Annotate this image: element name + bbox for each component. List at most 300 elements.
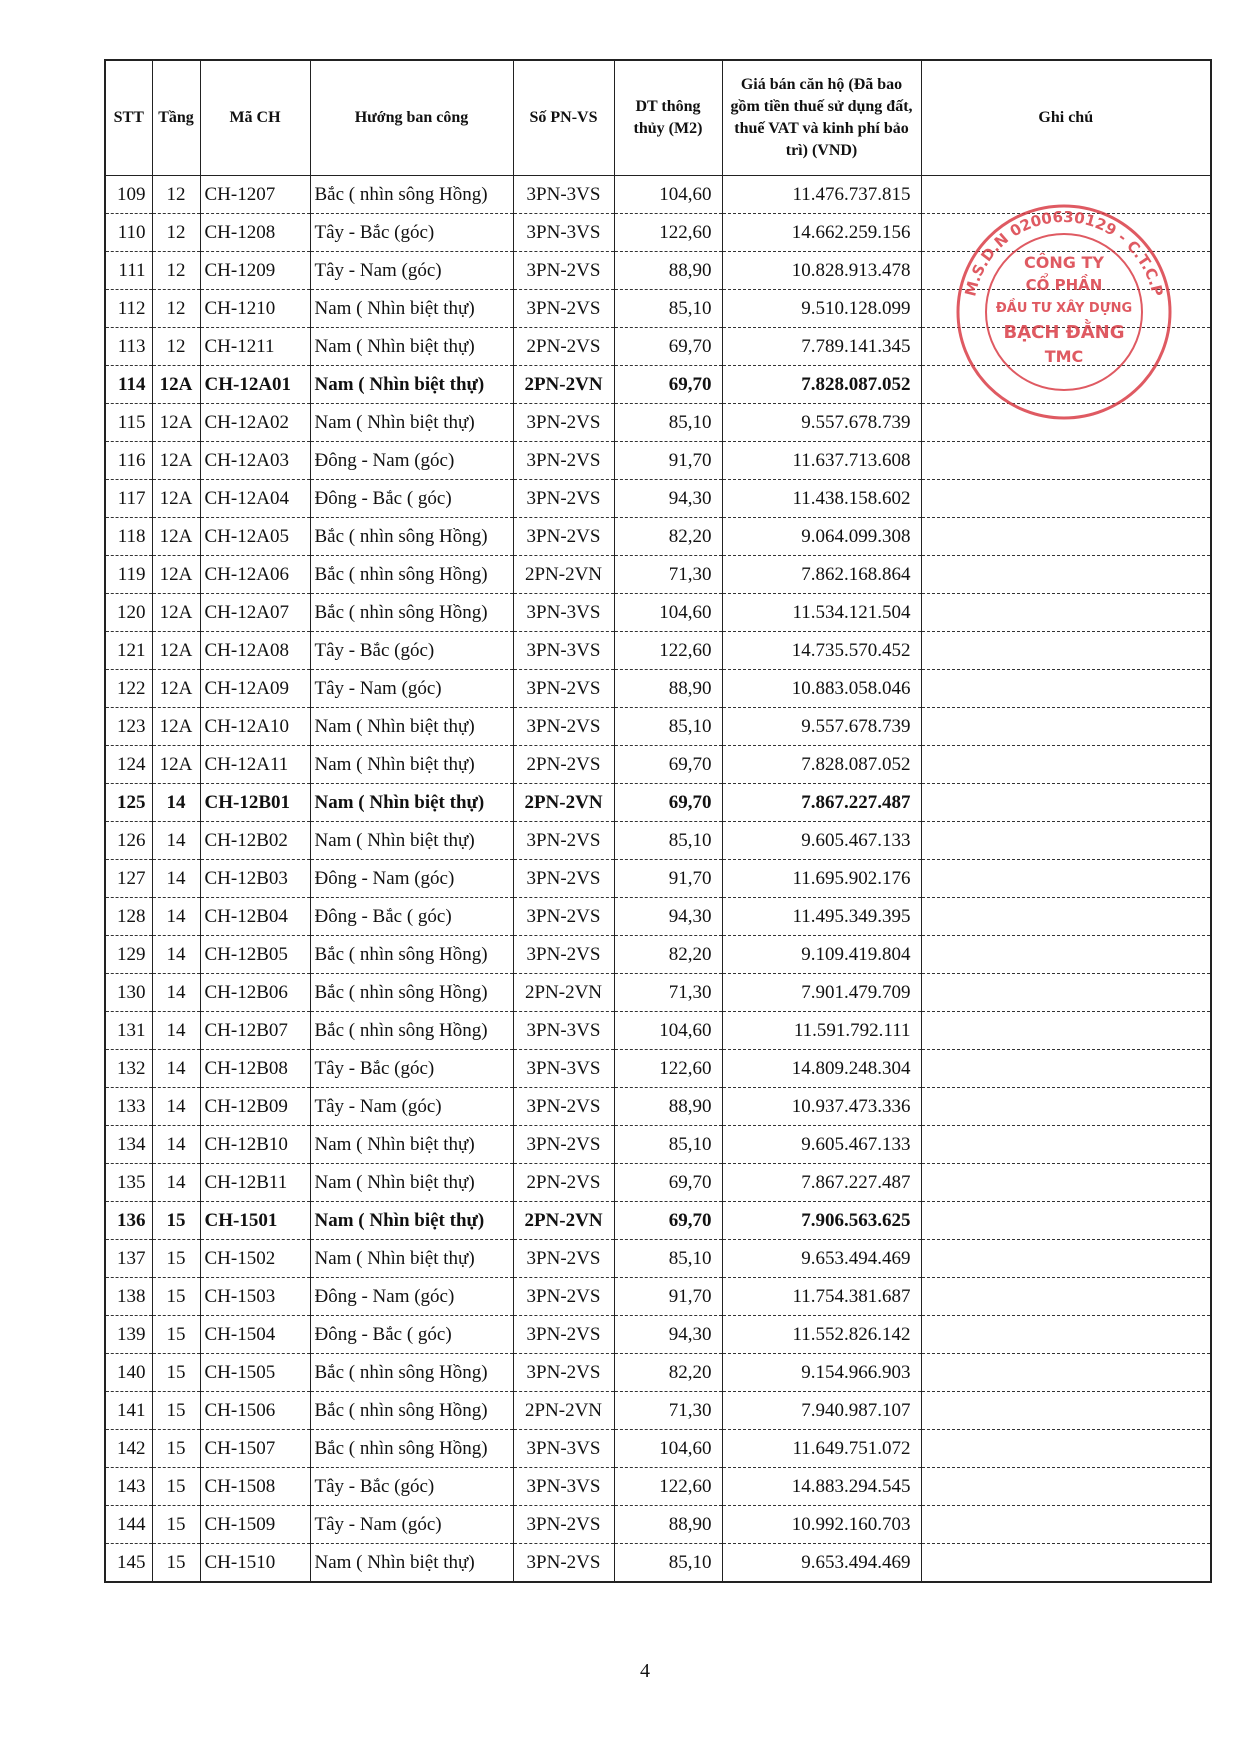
row-dt: 104,60 bbox=[614, 176, 722, 214]
header-so-pn: Số PN-VS bbox=[513, 60, 614, 176]
row-stt: 109 bbox=[105, 176, 152, 214]
row-huong: Bắc ( nhìn sông Hồng) bbox=[310, 974, 513, 1012]
table-row bbox=[105, 974, 1211, 1012]
row-dt: 71,30 bbox=[614, 1392, 722, 1430]
row-stt: 133 bbox=[105, 1088, 152, 1126]
svg-text:BẠCH ĐẰNG: BẠCH ĐẰNG bbox=[1003, 322, 1125, 343]
table-row bbox=[105, 518, 1211, 556]
apartment-price-table bbox=[104, 59, 1212, 1583]
row-dt: 104,60 bbox=[614, 1012, 722, 1050]
row-ma-ch: CH-1510 bbox=[200, 1544, 310, 1583]
table-row bbox=[105, 1316, 1211, 1354]
row-stt: 121 bbox=[105, 632, 152, 670]
row-gia: 10.828.913.478 bbox=[722, 252, 921, 290]
row-ma-ch: CH-1210 bbox=[200, 290, 310, 328]
table-row bbox=[105, 480, 1211, 518]
row-stt: 120 bbox=[105, 594, 152, 632]
row-tang: 12 bbox=[152, 328, 200, 366]
table-row bbox=[105, 936, 1211, 974]
row-tang: 12A bbox=[152, 518, 200, 556]
header-dt: DT thông thủy (M2) bbox=[614, 60, 722, 176]
row-dt: 85,10 bbox=[614, 404, 722, 442]
row-ma-ch: CH-12A08 bbox=[200, 632, 310, 670]
row-ma-ch: CH-1508 bbox=[200, 1468, 310, 1506]
table-row bbox=[105, 1012, 1211, 1050]
row-tang: 12 bbox=[152, 290, 200, 328]
row-ma-ch: CH-1501 bbox=[200, 1202, 310, 1240]
row-dt: 91,70 bbox=[614, 442, 722, 480]
row-gia: 9.064.099.308 bbox=[722, 518, 921, 556]
row-ghi-chu bbox=[921, 518, 1211, 556]
row-ghi-chu bbox=[921, 1506, 1211, 1544]
row-so-pn: 2PN-2VN bbox=[513, 974, 614, 1012]
table-row bbox=[105, 784, 1211, 822]
header-ghi-chu: Ghi chú bbox=[921, 60, 1211, 176]
table-row bbox=[105, 556, 1211, 594]
row-huong: Nam ( Nhìn biệt thự) bbox=[310, 1544, 513, 1583]
row-tang: 15 bbox=[152, 1240, 200, 1278]
row-dt: 82,20 bbox=[614, 518, 722, 556]
row-huong: Bắc ( nhìn sông Hồng) bbox=[310, 556, 513, 594]
row-gia: 9.510.128.099 bbox=[722, 290, 921, 328]
row-dt: 85,10 bbox=[614, 1544, 722, 1583]
row-ma-ch: CH-12A06 bbox=[200, 556, 310, 594]
table-row bbox=[105, 898, 1211, 936]
row-tang: 15 bbox=[152, 1468, 200, 1506]
row-tang: 12 bbox=[152, 176, 200, 214]
row-stt: 123 bbox=[105, 708, 152, 746]
row-stt: 143 bbox=[105, 1468, 152, 1506]
row-ghi-chu bbox=[921, 670, 1211, 708]
row-tang: 12A bbox=[152, 708, 200, 746]
row-stt: 119 bbox=[105, 556, 152, 594]
row-so-pn: 2PN-2VS bbox=[513, 328, 614, 366]
svg-text:ĐẦU TƯ XÂY DỰNG: ĐẦU TƯ XÂY DỰNG bbox=[995, 301, 1133, 316]
row-gia: 9.154.966.903 bbox=[722, 1354, 921, 1392]
row-dt: 88,90 bbox=[614, 252, 722, 290]
row-tang: 15 bbox=[152, 1316, 200, 1354]
row-gia: 9.653.494.469 bbox=[722, 1544, 921, 1583]
row-so-pn: 3PN-3VS bbox=[513, 1468, 614, 1506]
row-so-pn: 3PN-2VS bbox=[513, 252, 614, 290]
row-so-pn: 2PN-2VN bbox=[513, 366, 614, 404]
row-gia: 7.867.227.487 bbox=[722, 1164, 921, 1202]
page-number: 4 bbox=[640, 1660, 650, 1682]
row-so-pn: 3PN-2VS bbox=[513, 442, 614, 480]
row-ma-ch: CH-1208 bbox=[200, 214, 310, 252]
row-huong: Tây - Nam (góc) bbox=[310, 670, 513, 708]
row-gia: 14.735.570.452 bbox=[722, 632, 921, 670]
table-row bbox=[105, 290, 1211, 328]
row-so-pn: 2PN-2VS bbox=[513, 746, 614, 784]
row-huong: Nam ( Nhìn biệt thự) bbox=[310, 404, 513, 442]
row-stt: 129 bbox=[105, 936, 152, 974]
row-ma-ch: CH-12A10 bbox=[200, 708, 310, 746]
header-ma-ch: Mã CH bbox=[200, 60, 310, 176]
row-dt: 88,90 bbox=[614, 1088, 722, 1126]
table-row bbox=[105, 1354, 1211, 1392]
row-tang: 12A bbox=[152, 594, 200, 632]
row-ma-ch: CH-1209 bbox=[200, 252, 310, 290]
row-so-pn: 3PN-3VS bbox=[513, 176, 614, 214]
row-stt: 136 bbox=[105, 1202, 152, 1240]
row-gia: 7.867.227.487 bbox=[722, 784, 921, 822]
row-huong: Bắc ( nhìn sông Hồng) bbox=[310, 594, 513, 632]
row-ghi-chu bbox=[921, 594, 1211, 632]
row-so-pn: 3PN-3VS bbox=[513, 1012, 614, 1050]
row-ma-ch: CH-12A05 bbox=[200, 518, 310, 556]
row-huong: Bắc ( nhìn sông Hồng) bbox=[310, 176, 513, 214]
row-so-pn: 3PN-2VS bbox=[513, 898, 614, 936]
table-row bbox=[105, 1164, 1211, 1202]
row-gia: 11.552.826.142 bbox=[722, 1316, 921, 1354]
row-ghi-chu bbox=[921, 366, 1211, 404]
row-so-pn: 2PN-2VS bbox=[513, 1164, 614, 1202]
row-tang: 15 bbox=[152, 1392, 200, 1430]
row-gia: 7.828.087.052 bbox=[722, 366, 921, 404]
row-huong: Nam ( Nhìn biệt thự) bbox=[310, 366, 513, 404]
row-ma-ch: CH-1503 bbox=[200, 1278, 310, 1316]
header-gia: Giá bán căn hộ (Đã bao gồm tiền thuế sử dụng đất, thuế VAT và kinh phí bảo trì) (VND) bbox=[722, 60, 921, 176]
row-ghi-chu bbox=[921, 632, 1211, 670]
row-ghi-chu bbox=[921, 176, 1211, 214]
row-ghi-chu bbox=[921, 480, 1211, 518]
row-stt: 130 bbox=[105, 974, 152, 1012]
row-ghi-chu bbox=[921, 974, 1211, 1012]
row-dt: 71,30 bbox=[614, 974, 722, 1012]
table-row bbox=[105, 1506, 1211, 1544]
row-so-pn: 3PN-2VS bbox=[513, 708, 614, 746]
row-tang: 15 bbox=[152, 1202, 200, 1240]
row-tang: 15 bbox=[152, 1506, 200, 1544]
row-stt: 118 bbox=[105, 518, 152, 556]
row-dt: 94,30 bbox=[614, 898, 722, 936]
row-so-pn: 3PN-2VS bbox=[513, 1126, 614, 1164]
row-tang: 14 bbox=[152, 1012, 200, 1050]
row-ma-ch: CH-12B02 bbox=[200, 822, 310, 860]
row-so-pn: 3PN-3VS bbox=[513, 1430, 614, 1468]
row-dt: 91,70 bbox=[614, 1278, 722, 1316]
row-huong: Nam ( Nhìn biệt thự) bbox=[310, 746, 513, 784]
row-huong: Nam ( Nhìn biệt thự) bbox=[310, 708, 513, 746]
row-dt: 88,90 bbox=[614, 670, 722, 708]
row-huong: Đông - Nam (góc) bbox=[310, 442, 513, 480]
table-row bbox=[105, 1544, 1211, 1583]
row-ma-ch: CH-1207 bbox=[200, 176, 310, 214]
row-tang: 12A bbox=[152, 632, 200, 670]
row-stt: 131 bbox=[105, 1012, 152, 1050]
row-gia: 10.937.473.336 bbox=[722, 1088, 921, 1126]
row-ghi-chu bbox=[921, 1088, 1211, 1126]
table-row bbox=[105, 708, 1211, 746]
row-dt: 88,90 bbox=[614, 1506, 722, 1544]
table-row bbox=[105, 1392, 1211, 1430]
row-tang: 15 bbox=[152, 1354, 200, 1392]
row-gia: 7.789.141.345 bbox=[722, 328, 921, 366]
row-huong: Tây - Bắc (góc) bbox=[310, 1468, 513, 1506]
row-huong: Bắc ( nhìn sông Hồng) bbox=[310, 936, 513, 974]
row-ghi-chu bbox=[921, 746, 1211, 784]
svg-text:M.S.D.N 0200630129 - C.T.C.P: M.S.D.N 0200630129 - C.T.C.P bbox=[961, 207, 1167, 299]
header-huong: Hướng ban công bbox=[310, 60, 513, 176]
row-tang: 12 bbox=[152, 252, 200, 290]
row-huong: Bắc ( nhìn sông Hồng) bbox=[310, 518, 513, 556]
row-huong: Nam ( Nhìn biệt thự) bbox=[310, 1126, 513, 1164]
table-row bbox=[105, 860, 1211, 898]
row-huong: Tây - Bắc (góc) bbox=[310, 1050, 513, 1088]
row-ghi-chu bbox=[921, 1012, 1211, 1050]
row-dt: 122,60 bbox=[614, 632, 722, 670]
row-stt: 110 bbox=[105, 214, 152, 252]
row-tang: 12A bbox=[152, 556, 200, 594]
row-gia: 7.940.987.107 bbox=[722, 1392, 921, 1430]
row-ma-ch: CH-1506 bbox=[200, 1392, 310, 1430]
row-huong: Đông - Nam (góc) bbox=[310, 1278, 513, 1316]
row-ghi-chu bbox=[921, 556, 1211, 594]
row-dt: 85,10 bbox=[614, 1126, 722, 1164]
row-gia: 14.662.259.156 bbox=[722, 214, 921, 252]
row-tang: 14 bbox=[152, 1126, 200, 1164]
row-huong: Tây - Nam (góc) bbox=[310, 1088, 513, 1126]
row-huong: Bắc ( nhìn sông Hồng) bbox=[310, 1354, 513, 1392]
table-row bbox=[105, 1430, 1211, 1468]
row-ma-ch: CH-1509 bbox=[200, 1506, 310, 1544]
row-gia: 11.695.902.176 bbox=[722, 860, 921, 898]
row-ghi-chu bbox=[921, 1278, 1211, 1316]
row-huong: Nam ( Nhìn biệt thự) bbox=[310, 822, 513, 860]
row-ghi-chu bbox=[921, 214, 1211, 252]
row-tang: 14 bbox=[152, 898, 200, 936]
row-huong: Đông - Bắc ( góc) bbox=[310, 480, 513, 518]
table-row bbox=[105, 1278, 1211, 1316]
row-ma-ch: CH-12B05 bbox=[200, 936, 310, 974]
header-stt: STT bbox=[105, 60, 152, 176]
row-dt: 122,60 bbox=[614, 1468, 722, 1506]
row-stt: 127 bbox=[105, 860, 152, 898]
row-ma-ch: CH-12B08 bbox=[200, 1050, 310, 1088]
table-row bbox=[105, 1468, 1211, 1506]
table-row bbox=[105, 1050, 1211, 1088]
row-gia: 9.557.678.739 bbox=[722, 404, 921, 442]
row-dt: 85,10 bbox=[614, 1240, 722, 1278]
row-dt: 85,10 bbox=[614, 708, 722, 746]
row-ghi-chu bbox=[921, 1164, 1211, 1202]
row-so-pn: 3PN-2VS bbox=[513, 860, 614, 898]
row-ghi-chu bbox=[921, 252, 1211, 290]
row-dt: 104,60 bbox=[614, 594, 722, 632]
row-ghi-chu bbox=[921, 784, 1211, 822]
row-dt: 91,70 bbox=[614, 860, 722, 898]
row-ma-ch: CH-12B04 bbox=[200, 898, 310, 936]
row-gia: 7.901.479.709 bbox=[722, 974, 921, 1012]
row-stt: 112 bbox=[105, 290, 152, 328]
table-header bbox=[105, 60, 1211, 176]
table-row bbox=[105, 176, 1211, 214]
row-gia: 14.883.294.545 bbox=[722, 1468, 921, 1506]
row-dt: 69,70 bbox=[614, 746, 722, 784]
row-tang: 12A bbox=[152, 480, 200, 518]
table-row bbox=[105, 1088, 1211, 1126]
row-so-pn: 3PN-2VS bbox=[513, 1278, 614, 1316]
row-huong: Nam ( Nhìn biệt thự) bbox=[310, 784, 513, 822]
row-dt: 69,70 bbox=[614, 366, 722, 404]
row-ma-ch: CH-12B09 bbox=[200, 1088, 310, 1126]
row-ma-ch: CH-12A09 bbox=[200, 670, 310, 708]
row-gia: 11.649.751.072 bbox=[722, 1430, 921, 1468]
row-ma-ch: CH-12A07 bbox=[200, 594, 310, 632]
row-so-pn: 3PN-2VS bbox=[513, 1506, 614, 1544]
row-so-pn: 3PN-2VS bbox=[513, 936, 614, 974]
row-dt: 85,10 bbox=[614, 290, 722, 328]
table-row bbox=[105, 822, 1211, 860]
row-huong: Tây - Bắc (góc) bbox=[310, 632, 513, 670]
row-so-pn: 2PN-2VN bbox=[513, 556, 614, 594]
row-gia: 11.754.381.687 bbox=[722, 1278, 921, 1316]
table-row bbox=[105, 404, 1211, 442]
row-ghi-chu bbox=[921, 290, 1211, 328]
row-tang: 12A bbox=[152, 366, 200, 404]
row-ma-ch: CH-12B01 bbox=[200, 784, 310, 822]
row-so-pn: 3PN-2VS bbox=[513, 518, 614, 556]
row-dt: 71,30 bbox=[614, 556, 722, 594]
row-ghi-chu bbox=[921, 1392, 1211, 1430]
row-huong: Nam ( Nhìn biệt thự) bbox=[310, 328, 513, 366]
row-dt: 69,70 bbox=[614, 1202, 722, 1240]
row-dt: 82,20 bbox=[614, 936, 722, 974]
row-tang: 14 bbox=[152, 1050, 200, 1088]
row-stt: 114 bbox=[105, 366, 152, 404]
row-ma-ch: CH-1505 bbox=[200, 1354, 310, 1392]
row-ma-ch: CH-12B11 bbox=[200, 1164, 310, 1202]
row-stt: 126 bbox=[105, 822, 152, 860]
row-ghi-chu bbox=[921, 1468, 1211, 1506]
row-dt: 94,30 bbox=[614, 1316, 722, 1354]
table-row bbox=[105, 1240, 1211, 1278]
row-so-pn: 3PN-2VS bbox=[513, 1240, 614, 1278]
row-dt: 94,30 bbox=[614, 480, 722, 518]
table-row bbox=[105, 1126, 1211, 1164]
row-ma-ch: CH-1507 bbox=[200, 1430, 310, 1468]
row-ma-ch: CH-12A04 bbox=[200, 480, 310, 518]
row-ma-ch: CH-12B03 bbox=[200, 860, 310, 898]
row-dt: 104,60 bbox=[614, 1430, 722, 1468]
row-huong: Bắc ( nhìn sông Hồng) bbox=[310, 1430, 513, 1468]
row-tang: 14 bbox=[152, 822, 200, 860]
row-gia: 10.992.160.703 bbox=[722, 1506, 921, 1544]
svg-text:CÔNG TY: CÔNG TY bbox=[1024, 253, 1104, 272]
row-stt: 138 bbox=[105, 1278, 152, 1316]
row-huong: Đông - Bắc ( góc) bbox=[310, 898, 513, 936]
row-stt: 117 bbox=[105, 480, 152, 518]
row-dt: 69,70 bbox=[614, 328, 722, 366]
row-so-pn: 3PN-3VS bbox=[513, 1050, 614, 1088]
row-so-pn: 3PN-2VS bbox=[513, 670, 614, 708]
row-tang: 14 bbox=[152, 784, 200, 822]
row-ghi-chu bbox=[921, 898, 1211, 936]
row-stt: 142 bbox=[105, 1430, 152, 1468]
row-tang: 15 bbox=[152, 1544, 200, 1583]
row-so-pn: 3PN-3VS bbox=[513, 214, 614, 252]
row-huong: Đông - Nam (góc) bbox=[310, 860, 513, 898]
row-ma-ch: CH-12B10 bbox=[200, 1126, 310, 1164]
row-tang: 14 bbox=[152, 860, 200, 898]
row-huong: Nam ( Nhìn biệt thự) bbox=[310, 290, 513, 328]
row-ghi-chu bbox=[921, 328, 1211, 366]
row-stt: 115 bbox=[105, 404, 152, 442]
row-dt: 69,70 bbox=[614, 784, 722, 822]
row-ghi-chu bbox=[921, 404, 1211, 442]
row-gia: 7.828.087.052 bbox=[722, 746, 921, 784]
table-row bbox=[105, 1202, 1211, 1240]
table-row bbox=[105, 632, 1211, 670]
row-gia: 9.109.419.804 bbox=[722, 936, 921, 974]
row-tang: 12A bbox=[152, 442, 200, 480]
row-stt: 144 bbox=[105, 1506, 152, 1544]
table-row bbox=[105, 214, 1211, 252]
row-tang: 15 bbox=[152, 1430, 200, 1468]
row-ghi-chu bbox=[921, 1126, 1211, 1164]
row-tang: 14 bbox=[152, 1164, 200, 1202]
row-tang: 12A bbox=[152, 746, 200, 784]
row-so-pn: 3PN-3VS bbox=[513, 594, 614, 632]
row-stt: 122 bbox=[105, 670, 152, 708]
row-ma-ch: CH-1504 bbox=[200, 1316, 310, 1354]
row-stt: 111 bbox=[105, 252, 152, 290]
row-stt: 137 bbox=[105, 1240, 152, 1278]
row-stt: 134 bbox=[105, 1126, 152, 1164]
row-ma-ch: CH-12B06 bbox=[200, 974, 310, 1012]
row-gia: 9.605.467.133 bbox=[722, 1126, 921, 1164]
row-gia: 11.534.121.504 bbox=[722, 594, 921, 632]
row-stt: 135 bbox=[105, 1164, 152, 1202]
table-row bbox=[105, 366, 1211, 404]
row-gia: 9.557.678.739 bbox=[722, 708, 921, 746]
row-so-pn: 2PN-2VN bbox=[513, 1392, 614, 1430]
row-tang: 12A bbox=[152, 670, 200, 708]
row-huong: Bắc ( nhìn sông Hồng) bbox=[310, 1012, 513, 1050]
row-gia: 11.591.792.111 bbox=[722, 1012, 921, 1050]
row-huong: Tây - Nam (góc) bbox=[310, 1506, 513, 1544]
row-so-pn: 3PN-3VS bbox=[513, 632, 614, 670]
header-tang: Tầng bbox=[152, 60, 200, 176]
table-row bbox=[105, 594, 1211, 632]
row-ma-ch: CH-12A11 bbox=[200, 746, 310, 784]
row-stt: 145 bbox=[105, 1544, 152, 1583]
svg-text:TMC: TMC bbox=[1044, 347, 1084, 366]
row-so-pn: 2PN-2VN bbox=[513, 1202, 614, 1240]
row-so-pn: 3PN-2VS bbox=[513, 822, 614, 860]
row-so-pn: 3PN-2VS bbox=[513, 1354, 614, 1392]
row-ma-ch: CH-1502 bbox=[200, 1240, 310, 1278]
row-huong: Tây - Nam (góc) bbox=[310, 252, 513, 290]
row-dt: 85,10 bbox=[614, 822, 722, 860]
row-so-pn: 3PN-2VS bbox=[513, 290, 614, 328]
row-huong: Bắc ( nhìn sông Hồng) bbox=[310, 1392, 513, 1430]
row-tang: 15 bbox=[152, 1278, 200, 1316]
row-ghi-chu bbox=[921, 936, 1211, 974]
row-so-pn: 3PN-2VS bbox=[513, 1088, 614, 1126]
row-ghi-chu bbox=[921, 1050, 1211, 1088]
row-dt: 82,20 bbox=[614, 1354, 722, 1392]
row-ghi-chu bbox=[921, 1544, 1211, 1583]
row-ghi-chu bbox=[921, 1430, 1211, 1468]
row-tang: 14 bbox=[152, 974, 200, 1012]
row-ma-ch: CH-1211 bbox=[200, 328, 310, 366]
row-huong: Nam ( Nhìn biệt thự) bbox=[310, 1164, 513, 1202]
row-stt: 125 bbox=[105, 784, 152, 822]
row-tang: 14 bbox=[152, 1088, 200, 1126]
row-so-pn: 3PN-2VS bbox=[513, 480, 614, 518]
